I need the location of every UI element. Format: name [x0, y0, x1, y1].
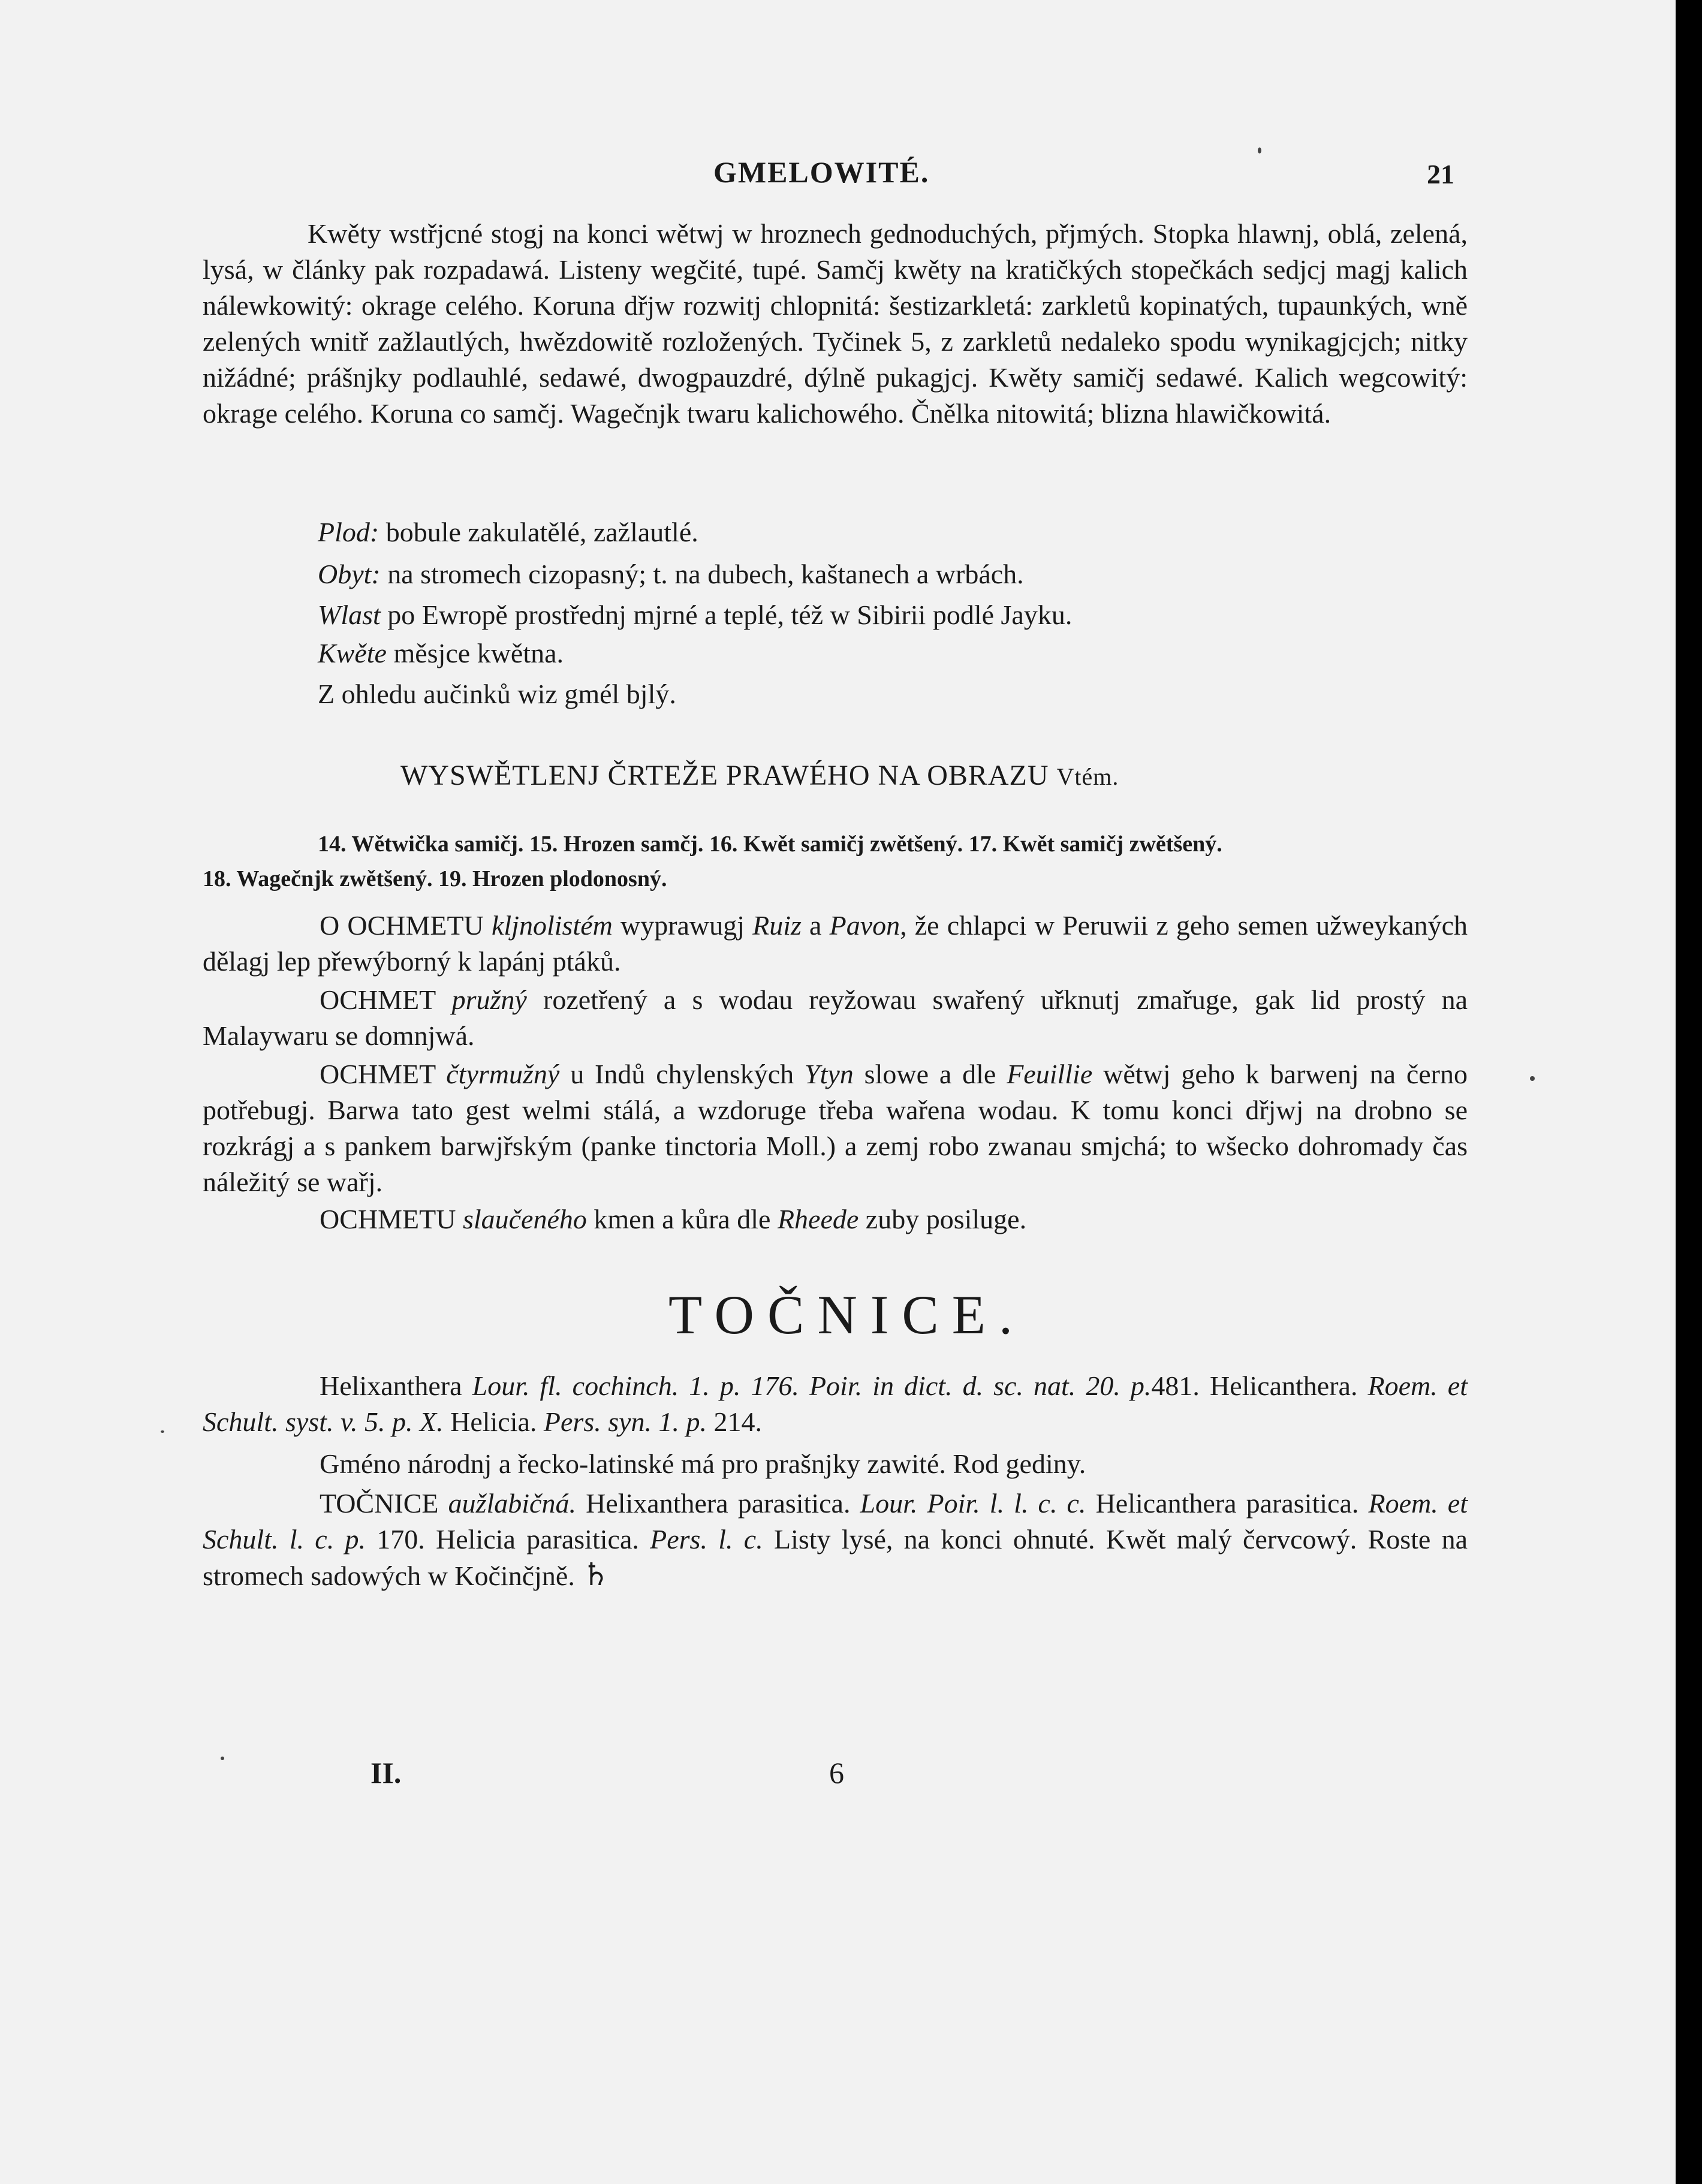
explanation-title-suffix: Vtém.	[1056, 763, 1119, 790]
description-paragraph	[203, 216, 1468, 432]
text-run: kmen a kůra dle	[586, 1204, 778, 1234]
text-run: wětwj geho k barwenj na černo potřebugj. Barwa tato gest welmi stálá, a wzdoruge třeba wařena wodau. K tomu konci dřjwj na drobno se rozkrágj a s pankem barwjřským (panke tinctoria Moll.) a zemj robo zwanau smjchá; to wšecko dohromady čas náležitý se wařj.	[203, 1059, 1468, 1197]
reference: Pers. l. c.	[650, 1524, 763, 1555]
text-run: u Indů chylenských	[559, 1059, 805, 1089]
attribute-usage	[318, 676, 676, 712]
text-run: rozetřený a s wodau reyžowau swařený uřknutj zmařuge, gak lid prostý na Malaywaru se domnjwá.	[203, 984, 1468, 1051]
text-run: zuby posiluge.	[858, 1204, 1027, 1234]
saturn-symbol-icon: ♄	[582, 1558, 610, 1592]
attribute-text: po Ewropě prostřednj mjrné a teplé, též w Sibirii podlé Jayku.	[380, 600, 1073, 630]
reference: Roem. et Schult. syst. v. 5. p. X.	[203, 1370, 1468, 1437]
scan-right-edge	[1676, 0, 1702, 2184]
author-name: Ruiz	[752, 910, 802, 941]
explanation-title: WYSWĚTLENJ ČRTEŽE PRAWÉHO NA OBRAZU	[400, 760, 1049, 791]
ochmet-paragraph-3	[203, 1056, 1468, 1200]
attribute-text: na stromech cizopasný; t. na dubech, kaštanech a wrbách.	[380, 559, 1024, 589]
species-epithet: slaučeného	[462, 1204, 587, 1234]
species-epithet: čtyrmužný	[446, 1059, 560, 1089]
ochmet-paragraph-2	[203, 982, 1468, 1054]
signature-mark: II.	[370, 1756, 402, 1790]
attribute-label: Kwěte	[318, 638, 387, 668]
local-name: Ytyn	[805, 1059, 854, 1089]
attribute-plod	[318, 514, 698, 550]
attribute-label: Plod:	[318, 517, 379, 547]
reference: Pers. syn. 1. p.	[543, 1406, 707, 1437]
scan-speck	[1258, 147, 1261, 153]
running-title: GMELOWITÉ.	[713, 155, 930, 189]
text-run: , že chlapci w Peruwii z geho semen užweykaných dělagj lep přewýborný k lapánj ptáků.	[203, 910, 1468, 977]
page-number: 21	[1427, 159, 1454, 189]
attribute-label: Wlast	[318, 600, 381, 630]
attribute-kwete	[318, 635, 564, 671]
text-run: Listy lysé, na konci ohnuté. Kwět malý červcowý. Roste na stromech sadowých w Kočinčjně.	[203, 1524, 1468, 1591]
genus-species-paragraph	[203, 1486, 1468, 1594]
author-name: Feuillie	[1007, 1059, 1093, 1089]
text-run: Helixanthera	[320, 1370, 472, 1401]
figure-caption-line-1	[318, 826, 1468, 862]
attribute-text: měsjce kwětna.	[386, 638, 564, 668]
species-lead: OCHMETU	[320, 1204, 463, 1234]
author-name: Pavon	[829, 910, 900, 941]
genus-title: TOČNICE.	[668, 1284, 1026, 1345]
species-lead: TOČNICE	[320, 1488, 448, 1519]
running-header	[0, 155, 1676, 191]
reference: Roem. et Schult. l. c. p.	[203, 1488, 1468, 1555]
species-epithet: aužlabičná.	[448, 1488, 576, 1519]
text-run: Helicia.	[443, 1406, 544, 1437]
species-lead: OCHMET	[320, 1059, 447, 1089]
species-lead: O OCHMETU	[320, 910, 492, 941]
attribute-label: Obyt:	[318, 559, 381, 589]
attribute-text: Z ohledu aučinků wiz gmél bjlý.	[318, 679, 676, 709]
caption-text: 14. Wětwička samičj. 15. Hrozen samčj. 16. Kwět samičj zwětšený. 17. Kwět samičj zwětšený.	[318, 832, 1222, 857]
scan-speck	[1530, 1076, 1535, 1081]
scan-speck	[161, 1430, 164, 1433]
reference: Lour. Poir. l. l. c. c.	[860, 1488, 1086, 1519]
figure-caption-line-2	[203, 861, 1468, 897]
reference: Lour. fl. cochinch. 1. p. 176. Poir. in dict. d. sc. nat. 20. p.	[472, 1370, 1152, 1401]
explanation-heading	[400, 759, 1119, 792]
scan-speck	[221, 1757, 224, 1760]
text-run: 481. Helicanthera.	[1151, 1370, 1368, 1401]
species-lead: OCHMET	[320, 984, 452, 1015]
text-run: slowe a dle	[853, 1059, 1007, 1089]
etymology-text: Gméno národnj a řecko-latinské má pro prašnjky zawité. Rod gediny.	[320, 1448, 1086, 1479]
text-run: 170. Helicia parasitica.	[366, 1524, 650, 1555]
species-epithet: kljnolistém	[491, 910, 613, 941]
text-run: a	[801, 910, 830, 941]
caption-text: 18. Wagečnjk zwětšený. 19. Hrozen plodonosný.	[203, 866, 667, 891]
text-run: wyprawugj	[612, 910, 753, 941]
text-run: Helicanthera parasitica.	[1086, 1488, 1369, 1519]
attribute-wlast	[318, 597, 1072, 633]
text-run: Helixanthera parasitica.	[576, 1488, 860, 1519]
ochmet-paragraph-4	[203, 1201, 1468, 1237]
ochmet-paragraph-1	[203, 908, 1468, 980]
genus-etymology	[203, 1446, 1468, 1482]
species-epithet: pružný	[451, 984, 527, 1015]
sheet-number: 6	[829, 1756, 844, 1790]
text-run: 214.	[707, 1406, 763, 1437]
author-name: Rheede	[777, 1204, 859, 1234]
genus-synonymy	[203, 1368, 1468, 1440]
attribute-text: bobule zakulatělé, zažlautlé.	[379, 517, 698, 547]
attribute-obyt	[318, 556, 1024, 592]
description-text: Kwěty wstřjcné stogj na konci wětwj w hroznech gednoduchých, přjmých. Stopka hlawnj, oblá, zelená, lysá, w články pak rozpadawá. Listeny wegčité, tupé. Samčj kwěty na kratičkých stopečkách sedjcj magj kalich nálewkowitý: okrage celého. Koruna dřjw rozwitj chlopnitá: šestizarkletá: zarkletů kopinatých, tupaunkých, wně zelených wnitř zažlautlých, hwězdowitě rozložených. Tyčinek 5, z zarkletů nedaleko spodu wynikagjcjch; nitky nižádné; prášnjky podlauhlé, sedawé, dwogpauzdré, dýlně pukagjcj. Kwěty samičj sedawé. Kalich wegcowitý: okrage celého. Koruna co samčj. Wagečnjk twaru kalichowého. Čnělka nitowitá; blizna hlawičkowitá.	[203, 218, 1468, 429]
